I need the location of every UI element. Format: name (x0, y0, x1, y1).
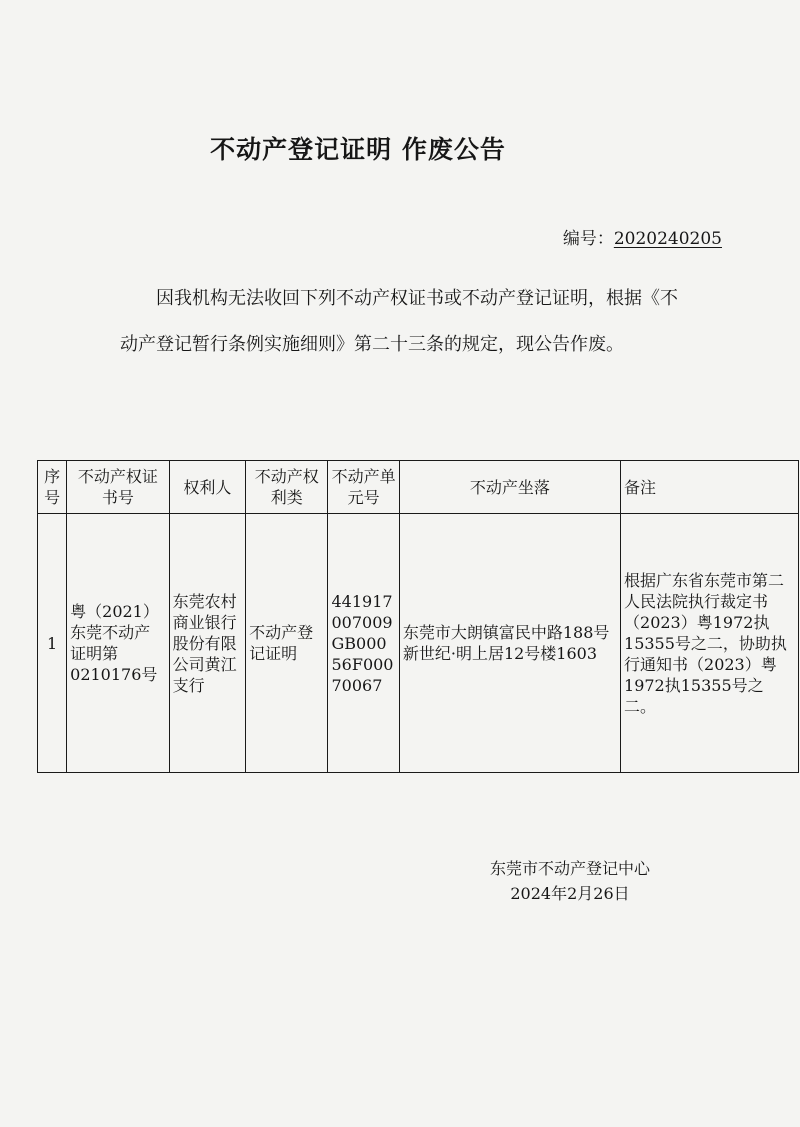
issuer-name: 东莞市不动产登记中心 (489, 859, 650, 878)
doc-number-label: 编号： (562, 229, 614, 249)
header-remark: 备注 (621, 461, 799, 514)
page-title: 不动产登记证明 作废公告 (210, 135, 506, 164)
header-type: 不动产权利类 (246, 461, 328, 514)
signature-block (470, 856, 670, 906)
cell-unit: 441917007009GB00056F00070067 (328, 514, 399, 773)
cell-index: 1 (38, 514, 67, 773)
header-owner: 权利人 (169, 461, 245, 514)
cell-owner: 东莞农村商业银行股份有限公司黄江支行 (169, 514, 245, 773)
doc-number (563, 224, 722, 249)
void-certificate-table (37, 460, 799, 773)
announcement-body: 因我机构无法收回下列不动产权证书或不动产登记证明，根据《不动产登记暂行条例实施细则》第二十三条的规定，现公告作废。 (120, 288, 678, 355)
cell-type: 不动产登记证明 (246, 514, 328, 773)
table-header-row (38, 461, 799, 514)
header-certificate: 不动产权证书号 (67, 461, 170, 514)
header-index: 序号 (38, 461, 67, 514)
cell-certificate: 粤（2021）东莞不动产证明第0210176号 (67, 514, 170, 773)
table-row (38, 514, 799, 773)
issue-date: 2024年2月26日 (510, 884, 630, 903)
cell-address: 东莞市大朗镇富民中路188号新世纪·明上居12号楼1603 (399, 514, 620, 773)
header-address: 不动产坐落 (399, 461, 620, 514)
cell-remark: 根据广东省东莞市第二人民法院执行裁定书（2023）粤1972执15355号之二，协助执行通知书（2023）粤1972执15355号之二。 (621, 514, 799, 773)
header-unit: 不动产单元号 (328, 461, 399, 514)
doc-number-value: 2020240205 (613, 229, 722, 249)
